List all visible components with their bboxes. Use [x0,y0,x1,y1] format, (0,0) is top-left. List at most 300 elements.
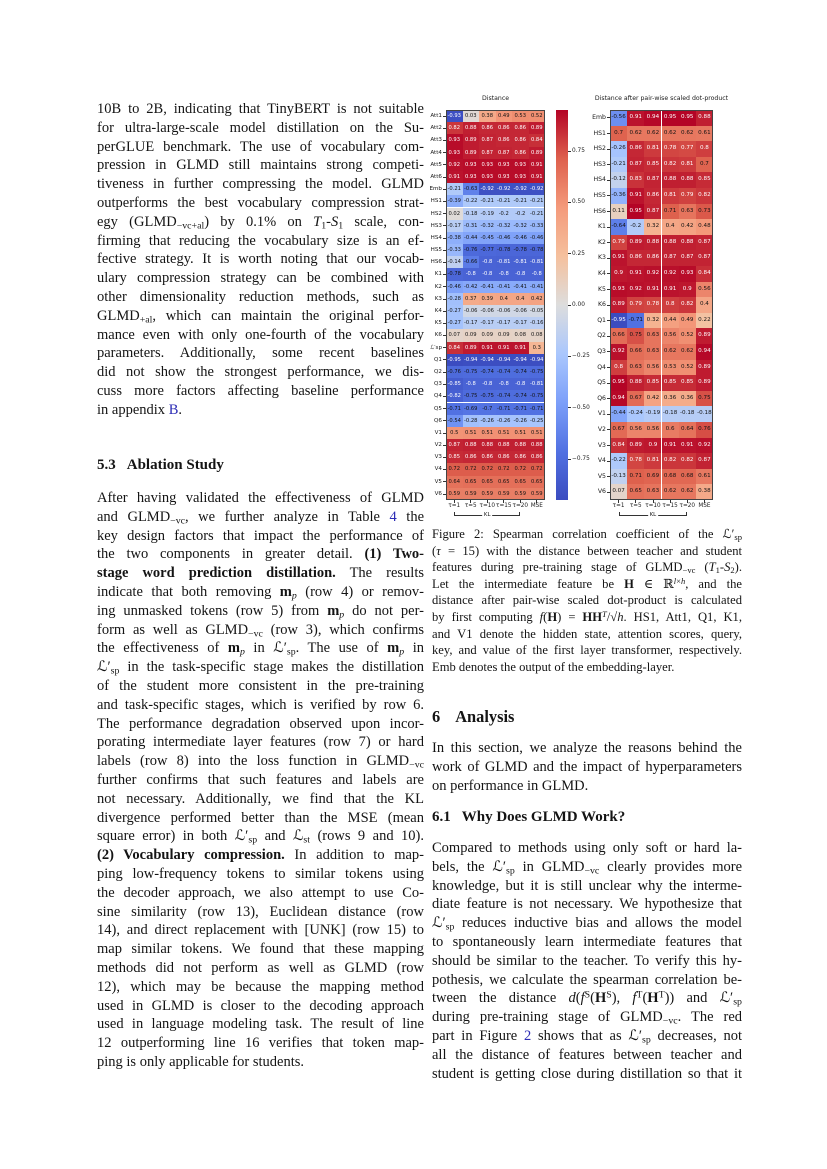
heatmap-row-label: ℒ′sp [430,344,442,351]
heatmap-cell: -0.85 [446,378,463,390]
heatmap-row-label: Q4 [434,393,442,400]
heatmap-cell: -0.81 [496,256,513,268]
heatmap-cell: -0.46 [446,281,463,293]
text-line: further confirms that such features and labels are [97,771,424,788]
heatmap-cell: 0.53 [512,110,529,122]
heatmap-cell: -0.21 [446,183,463,195]
heatmap-cell: 0.62 [662,484,679,500]
heatmap-cell: 0.62 [679,126,696,142]
heatmap-cell: 0.86 [627,141,644,157]
heatmap-cell: 0.32 [644,219,661,235]
text-line: knowledge, but it is still unclear why the interme- [432,877,742,894]
heatmap-cell: 0.09 [463,329,480,341]
heatmap-cell: -0.78 [512,244,529,256]
heatmap-cell: 0.85 [644,375,661,391]
heatmap-cell: 0.42 [679,219,696,235]
heatmap-cell: 0.87 [679,250,696,266]
heatmap-cell: 0.65 [496,476,513,488]
heatmap-cell: 0.11 [610,204,627,220]
text-line: should be similar to the teacher. To verify this hy- [432,952,742,969]
heatmap-cell: 0.65 [463,476,480,488]
heatmap-cell: 0.8 [610,360,627,376]
heatmap-cell: 0.79 [679,188,696,204]
heatmap-cell: 0.71 [662,204,679,220]
x-tick-label: τ=10 [479,503,495,509]
heatmap-cell: -0.8 [496,378,513,390]
heatmap-cell: 0.89 [696,328,713,344]
heatmap-cell: 0.87 [696,235,713,251]
heatmap-cell: 0.62 [679,484,696,500]
text-line: used in language modeling task. The result of line [97,1016,424,1033]
heatmap-cell: 0.78 [644,297,661,313]
heatmap-cell: -0.54 [446,415,463,427]
text-line: Compared to methods using only soft or hard la- [432,840,742,856]
heatmap-cell: 0.86 [627,250,644,266]
heatmap-cell: 0.93 [446,147,463,159]
heatmap-cell: 0.87 [644,172,661,188]
heatmap-row-label: Emb [592,114,606,121]
heatmap-row-label: Q1 [434,356,442,363]
heatmap-cell: -0.71 [627,313,644,329]
heatmap-cell: 0.51 [496,427,513,439]
heatmap-cell: -0.94 [496,354,513,366]
heatmap-cell: 0.62 [679,344,696,360]
heatmap-cell: 0.51 [512,427,529,439]
heatmap-cell: 0.62 [662,126,679,142]
heatmap-cell: 0.88 [662,172,679,188]
heatmap-row-label: K5 [434,320,442,327]
heatmap-cell: 0.92 [610,344,627,360]
x-tick-label: τ=20 [679,503,695,509]
heatmap-cell: 0.59 [512,488,529,500]
heatmap-row-label: K3 [598,254,606,262]
heatmap-cell: -0.06 [496,305,513,317]
heatmap-cell: 0.92 [627,282,644,298]
text-line: features during pre-training stage of $GLMD_{-vc}$ $(T_1-S_2)$. [432,560,742,576]
heatmap-cell: 0.56 [627,422,644,438]
text-line: parameters. Additionally, some recent baselines [97,345,424,362]
heatmap-cell: 0.9 [679,282,696,298]
heatmap-row-label: Att5 [430,161,442,168]
heatmap-cell: 0.88 [512,439,529,451]
heatmap-cell: 0.9 [610,266,627,282]
heatmap-cell: 0.82 [446,122,463,134]
heatmap-cell: 0.88 [679,235,696,251]
heatmap-cell: 0.91 [479,342,496,354]
heatmap-cell: 0.93 [496,171,513,183]
heatmap-cell: 0.92 [696,438,713,454]
heatmap-cell: 0.36 [679,391,696,407]
heatmap-cell: -0.21 [479,195,496,207]
heatmap-cell: 0.63 [627,360,644,376]
heatmap-cell: -0.8 [463,378,480,390]
text-line: The performance degradation observed upon incor- [97,715,424,732]
heatmap-cell: 0.66 [610,328,627,344]
heatmap-cell: -0.36 [610,188,627,204]
heatmap-cell: 0.51 [463,427,480,439]
text-line: did not show the strongest performance, we dis- [97,364,424,381]
heatmap-cell: -0.74 [512,366,529,378]
heatmap-cell: 0.56 [662,328,679,344]
text-line: After having validated the effectiveness of GLMD [97,490,424,506]
heatmap-cell: 0.95 [679,110,696,126]
heatmap-cell: 0.95 [662,110,679,126]
heatmap-cell: 0.87 [644,204,661,220]
heatmap-row-label: Q3 [434,381,442,388]
heatmap-cell: -0.75 [479,390,496,402]
heatmap-cell: -0.22 [610,453,627,469]
heatmap-cell: 0.89 [627,235,644,251]
heatmap-cell: 0.72 [446,463,463,475]
heatmap-row-label: V3 [597,441,606,449]
heatmap-cell: -0.94 [479,354,496,366]
heatmap-cell: 0.81 [644,453,661,469]
heatmap-cell: 0.72 [479,463,496,475]
heatmap-row-label: K5 [598,285,606,293]
heatmap-cell: -0.8 [496,268,513,280]
x-tick-label: τ=5 [464,503,477,509]
text-line: during pre-training stage of $GLMD_{-vc}$. The red [432,1009,742,1027]
heatmap-cell: 0.02 [446,208,463,220]
heatmap-cell: 0.91 [627,188,644,204]
heatmap-cell: 0.91 [610,250,627,266]
heatmap-cell: -0.77 [479,244,496,256]
heatmap-row-label: HS4 [593,176,606,184]
figure-2 [429,95,742,527]
heatmap-cell: -0.41 [496,281,513,293]
section-heading-5-3 [97,457,224,474]
text-line: ping low-frequency tokens to similar tokens using [97,865,424,882]
colorbar-tick-label: 0.75 [572,148,585,155]
heatmap-cell: -0.22 [463,195,480,207]
heatmap-row-label: V1 [597,410,606,418]
heatmap-row-label: Q5 [597,379,606,387]
x-tick-label: τ=10 [645,503,661,509]
heatmap-cell: 0.37 [463,293,480,305]
heatmap-row-label: HS5 [593,192,606,199]
heatmap-cell: -0.64 [610,219,627,235]
x-tick-label: τ=1 [612,503,625,509]
heatmap-cell: 0.85 [662,375,679,391]
heatmap-cell: 0.77 [679,141,696,157]
heatmap-cell: -0.78 [529,244,546,256]
heatmap-cell: 0.52 [679,328,696,344]
section-heading-6-1 [432,809,625,826]
heatmap-cell: -0.71 [496,403,513,415]
section-title: Analysis [455,707,515,726]
text-line: Emb denotes the output of the embedding-layer. [432,659,675,674]
heatmap-cell: 0.91 [662,438,679,454]
section-title: Why Does GLMD Work? [461,809,626,825]
heatmap-cell: 0.86 [644,188,661,204]
heatmap-cell: -0.63 [463,183,480,195]
heatmap-cell: -0.93 [446,110,463,122]
heatmap-cell: -0.41 [529,281,546,293]
heatmap-cell: -0.32 [479,220,496,232]
text-line: other dimensionality reduction methods, such as [97,288,424,305]
text-line: student is getting close during distillation so that it [432,1065,742,1082]
text-line: pothesis, we calculate the spearman correlation be- [432,971,742,988]
heatmap-cell: -0.71 [529,403,546,415]
text-line: and V1 denote the hidden state, attention scores, query, [432,626,742,641]
heatmap-cell: 0.3 [529,342,546,354]
heatmap-cell: -0.66 [463,256,480,268]
heatmap-cell: 0.95 [627,204,644,220]
heatmap-cell: -0.56 [610,110,627,126]
heatmap-cell: 0.65 [529,476,546,488]
heatmap-cell: -0.74 [496,366,513,378]
heatmap-cell: 0.7 [610,126,627,142]
text-line: key, and value of the first layer transformer, respectively. [432,643,742,658]
heatmap-cell: 0.63 [679,204,696,220]
heatmap-cell: -0.06 [512,305,529,317]
heatmap-cell: 0.59 [479,488,496,500]
text-line: indicate that both removing $m_p$ (row 4) or remov- [97,583,424,602]
heatmap-row-label: V4 [597,457,606,465]
heatmap-cell: 0.86 [496,122,513,134]
heatmap-cell: 0.88 [679,172,696,188]
heatmap-cell: -0.8 [529,268,546,280]
text-line: square error) in both $ℒ'_{sp}$ and ℒ$_{st}$ (rows 9 and 10). [97,828,424,846]
heatmap-cell: -0.76 [463,244,480,256]
text-line: ping is only applicable for students. [97,1053,304,1070]
colorbar-tick-label: −0.50 [572,404,590,411]
heatmap-cell: -0.27 [446,305,463,317]
heatmap-row-label: Att1 [430,113,442,119]
heatmap-cell: 0.63 [644,484,661,500]
heatmap-cell: -0.21 [512,195,529,207]
heatmap-row-label: K4 [434,308,442,314]
heatmap-cell: 0.91 [679,438,696,454]
heatmap-cell: 0.94 [610,391,627,407]
text-line: 14), and direct replacement with [UNK] (row 15) to [97,922,424,939]
text-line: on performance in GLMD. [432,777,589,794]
heatmap-cell: -0.28 [446,293,463,305]
heatmap-row-label: Att6 [430,173,442,180]
text-line: (τ = 15) with the distance between teacher and student [432,543,742,558]
heatmap-cell: -0.33 [529,220,546,232]
heatmap-cell: 0.44 [662,313,679,329]
heatmap-cell: 0.73 [696,204,713,220]
text-line: form as well as $GLMD_{-vc}$ (row 3), which confirms [97,621,424,640]
heatmap-cell: 0.93 [463,159,480,171]
heatmap-cell: 0.89 [696,375,713,391]
heatmap-cell: -0.74 [479,366,496,378]
heatmap-cell: -0.27 [446,317,463,329]
heatmap-row-label: V5 [597,472,606,480]
heatmap-cell: 0.89 [529,147,546,159]
section-title: Ablation Study [126,457,224,473]
heatmap-cell: 0.88 [463,122,480,134]
heatmap-cell: 0.89 [463,134,480,146]
heatmap-cell: 0.42 [644,391,661,407]
heatmap-cell: 0.9 [644,438,661,454]
heatmap-cell: 0.87 [479,147,496,159]
heatmap-cell: 0.86 [496,451,513,463]
heatmap-cell: 0.52 [529,110,546,122]
heatmap-cell: 0.71 [627,469,644,485]
heatmap-cell: 0.56 [696,282,713,298]
heatmap-cell: -0.75 [529,390,546,402]
heatmap-cell: -0.81 [512,256,529,268]
heatmap-row-label: V1 [434,429,442,436]
heatmap-cell: -0.31 [463,220,480,232]
heatmap-cell: 0.87 [446,439,463,451]
heatmap-cell: 0.89 [463,342,480,354]
heatmap-row-label: HS4 [430,234,442,241]
heatmap-cell: -0.8 [512,378,529,390]
heatmap-cell: 0.64 [679,422,696,438]
heatmap-outline [610,110,713,500]
heatmap-cell: -0.8 [463,268,480,280]
heatmap-cell: 0.72 [512,463,529,475]
heatmap-row-label: Att4 [430,149,442,156]
heatmap-cell: -0.19 [479,208,496,220]
heatmap-cell: 0.86 [496,134,513,146]
heatmap-cell: 0.85 [446,451,463,463]
heatmap-cell: -0.8 [479,378,496,390]
heatmap-cell: -0.25 [529,415,546,427]
heatmap-cell: 0.89 [696,360,713,376]
heatmap-row-label: K3 [434,295,442,302]
text-line: 10B to 2B, indicating that TinyBERT is not suitable [97,101,424,117]
heatmap-cell: 0.91 [627,110,644,126]
heatmap-cell: -0.8 [512,268,529,280]
heatmap-cell: -0.95 [446,354,463,366]
x-tick-label: τ=15 [496,503,512,509]
heatmap-cell: 0.88 [696,110,713,126]
section-number: 5.3 [97,457,116,473]
heatmap-cell: 0.93 [463,171,480,183]
heatmap-cell: 0.86 [529,451,546,463]
text-line: ulary compression strategy can be combined with [97,270,424,287]
heatmap-cell: 0.86 [644,250,661,266]
heatmap-cell: 0.07 [610,484,627,500]
heatmap-cell: -0.24 [627,406,644,422]
ref-link[interactable]: 4 [389,508,397,525]
heatmap-cell: -0.32 [496,220,513,232]
heatmap-cell: 0.87 [662,250,679,266]
heatmap-cell: 0.94 [696,344,713,360]
heatmap-cell: 0.88 [644,235,661,251]
heatmap-cell: 0.93 [479,171,496,183]
heatmap-cell: 0.91 [512,342,529,354]
text-line: and task-specific stages, which is verified by row 6. [97,696,424,713]
heatmap-cell: -0.81 [529,256,546,268]
text-line: fective strategy. It is worth noting that our vocab- [97,251,424,268]
heatmap-cell: 0.89 [610,297,627,313]
heatmap-cell: 0.86 [512,147,529,159]
heatmap-cell: 0.64 [446,476,463,488]
colorbar-tick-label: 0.25 [572,250,585,257]
heatmap-cell: 0.62 [644,126,661,142]
heatmap-cell: 0.65 [627,484,644,500]
heatmap-row-label: K1 [598,223,606,231]
colorbar-tick-label: −0.25 [572,353,590,360]
heatmap-row-label: V6 [434,490,442,497]
ref-link[interactable]: 2 [523,1027,532,1044]
heatmap-cell: 0.63 [644,344,661,360]
heatmap-cell: 0.93 [479,159,496,171]
heatmap-cell: 0.87 [496,147,513,159]
heatmap-cell: 0.38 [479,110,496,122]
heatmap-cell: 0.72 [496,463,513,475]
heatmap-cell: 0.4 [496,293,513,305]
heatmap-row-label: Att2 [430,125,442,132]
heatmap-cell: -0.06 [463,305,480,317]
heatmap-row-label: K2 [598,238,606,246]
heatmap-cell: -0.18 [662,406,679,422]
x-tick-label: τ=1 [448,503,461,509]
heatmap-cell: 0.56 [644,360,661,376]
heatmap-cell: 0.82 [679,453,696,469]
heatmap-row-label: HS3 [430,222,442,229]
text-line: to spontaneously learn intermediate features that [432,933,742,950]
heatmap-cell: 0.93 [496,159,513,171]
text-line: $GLMD_{+al}$, which can maintain the original perfor- [97,307,424,326]
heatmap-cell: 0.03 [463,110,480,122]
heatmap-row-label: K4 [598,270,606,277]
heatmap-cell: 0.91 [662,282,679,298]
heatmap-row-label: V6 [597,488,606,496]
heatmap-cell: 0.94 [644,110,661,126]
paragraph-why-glmd-works [432,839,742,1083]
ref-link[interactable]: B [168,401,179,418]
heatmap-cell: 0.79 [627,297,644,313]
heatmap-row-label: Q2 [597,332,606,340]
heatmap-row-label: HS1 [593,129,606,137]
heatmap-cell: -0.45 [479,232,496,244]
heatmap-cell: 0.86 [479,122,496,134]
heatmap-cell: 0.92 [644,266,661,282]
heatmap-cell: -0.76 [446,366,463,378]
text-line: bels, the $ℒ'_{sp}$ in $GLMD_{-vc}$ clearly provides more [432,858,742,877]
heatmap-cell: 0.69 [644,469,661,485]
heatmap-cell: 0.59 [446,488,463,500]
heatmap-row-label: Q6 [434,417,442,424]
heatmap-cell: 0.68 [679,469,696,485]
heatmap-cell: 0.08 [512,329,529,341]
text-line: sine similarity (row 13), Euclidean distance (row [97,903,424,920]
text-line: pression in GLMD still maintains strong competi- [97,157,424,174]
heatmap-cell: 0.89 [463,147,480,159]
text-line: $ℒ'_{sp}$ reduces inductive bias and allows the model [432,915,742,933]
text-line: ing unmasked tokens (row 5) from $m_p$ do not per- [97,602,424,621]
text-line: part in Figure 2 shows that as $ℒ'_{sp}$ decreases, not [432,1027,742,1046]
heatmap-cell: -0.94 [529,354,546,366]
text-line: 12 outperforming line 16 verifies that token map- [97,1035,424,1052]
heatmap-cell: 0.6 [662,422,679,438]
paragraph-continuation [97,100,424,420]
text-line: firming that reducing the vocabulary size is an ef- [97,232,424,249]
heatmap-row-label: K2 [434,283,442,290]
heatmap-cell: 0.86 [479,451,496,463]
heatmap-cell: -0.38 [446,232,463,244]
heatmap-cell: -0.05 [529,305,546,317]
heatmap-cell: -0.32 [512,220,529,232]
heatmap-cell: -0.17 [479,317,496,329]
x-tick-label: τ=5 [629,503,642,509]
heatmap-title: Distance [481,95,510,102]
heatmap-cell: 0.72 [463,463,480,475]
heatmap-cell: -0.26 [512,415,529,427]
heatmap-cell: 0.48 [696,219,713,235]
text-line: work of GLMD and the impact of hyperparameters [432,758,742,775]
heatmap-cell: 0.85 [696,172,713,188]
heatmap-cell: 0.72 [529,463,546,475]
heatmap-cell: -0.94 [463,354,480,366]
colorbar-tick-label: −0.75 [572,455,590,462]
